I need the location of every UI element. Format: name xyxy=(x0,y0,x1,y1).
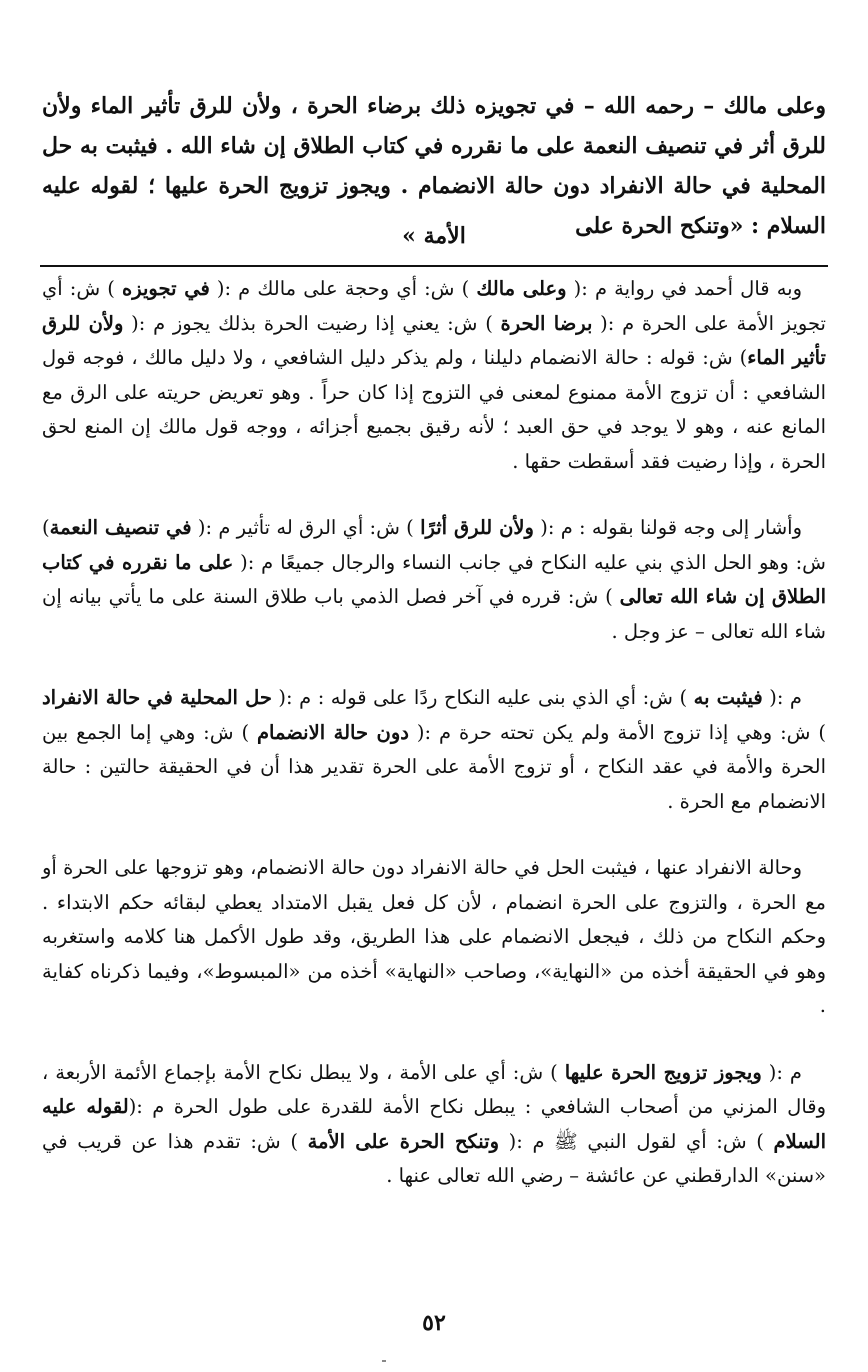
commentary-text: ) ش: يعني إذا رضيت الحرة بذلك يجوز م :( xyxy=(123,311,501,335)
quoted-term: في تجويزه xyxy=(122,277,210,300)
main-text-body: وعلى مالك – رحمه الله – في تجويزه ذلك برضاء الحرة ، ولأن للرق تأثير الماء ولأن للرق أثر في تنصيف النعمة على ما نقرره في كتاب الطلاق إن شاء الله . فيثبت به حل المحلية في حالة الانفراد دون حالة الانضمام . ويجوز تزويج الحرة عليها ؛ لقوله عليه السلام : «وتنكح الحرة على xyxy=(42,93,826,239)
commentary-text: ) ش: قوله : حالة الانضمام دليلنا ، ولم يذكر دليل الشافعي ، ولا دليل مالك ، فوجه قول الشافعي : أن تزوج الأمة ممنوع لمعنى في التزوج إذا كان حراً . وهو تعريض حريته على الرق مع المانع عنه ، وهو لا يوجد في حق العبد ؛ لأنه رقيق بجميع أجزائه ، ووجه قول مالك إن المنع لحق الحرة ، وإذا رضيت فقد أسقطت حقها . xyxy=(42,346,826,473)
commentary-text: ) ش: وهو الحل الذي بني عليه النكاح في جانب النساء والرجال جميعًا م :( xyxy=(42,516,826,574)
commentary-text: ) ش: أي الرق له تأثير م :( xyxy=(191,516,421,539)
commentary-text: ) ش: أي لقول النبي ﷺ م :( xyxy=(499,1129,774,1153)
quoted-term: فيثبت به xyxy=(693,686,763,709)
quoted-term: ولأن للرق تأثير الماء xyxy=(42,311,826,369)
section-divider xyxy=(40,265,828,267)
commentary-paragraph xyxy=(42,511,826,649)
commentary-text: ) ش: أي وحجة على مالك م :( xyxy=(209,277,477,300)
quoted-term: وتنكح الحرة على الأمة xyxy=(307,1129,500,1153)
quoted-term: ولأن للرق أثرًا xyxy=(420,516,534,539)
commentary-paragraph xyxy=(42,681,826,819)
commentary-text: ) ش: وهي إذا تزوج الأمة ولم يكن تحته حرة م :( xyxy=(408,720,826,744)
commentary-text: ) ش: أي الذي بنى عليه النكاح ردًا على قوله : م :( xyxy=(271,686,694,709)
commentary-text: ) ش: أي على الأمة ، ولا يبطل نكاح الأمة بإجماع الأئمة الأربعة ، وقال المزني من أصحاب الشافعي : يبطل نكاح الأمة للقدرة على طول الحرة م :( xyxy=(42,1060,826,1118)
quoted-term: على ما نقرره في كتاب الطلاق إن شاء الله تعالى xyxy=(42,550,826,608)
commentary-paragraph xyxy=(42,272,826,479)
commentary-text: وأشار إلى وجه قولنا بقوله : م :( xyxy=(533,516,802,539)
commentary-text: ) ش: تقدم هذا عن قريب في «سنن» الدارقطني عن عائشة – رضي الله تعالى عنها . xyxy=(42,1129,826,1187)
quoted-term: برضا الحرة xyxy=(500,311,593,335)
commentary xyxy=(42,272,826,1194)
scan-mark xyxy=(382,1360,386,1362)
quoted-term: وعلى مالك xyxy=(476,277,567,300)
main-text-tail: الأمة » xyxy=(402,223,466,249)
commentary-text: وحالة الانفراد عنها ، فيثبت الحل في حالة الانفراد دون حالة الانضمام، وهو تزوجها على الحرة أو مع الحرة ، والتزوج على الحرة انضمام ، لأن كل فعل يقبل الامتداد يعطي لبقائه حكم الابتداء . وحكم النكاح من ذلك ، فيجعل الانضمام على هذا الطريق، وقد طول الأكمل هنا كلامه واستغربه وهو في الحقيقة أخذه من «النهاية»، وصاحب «النهاية» أخذه من «المبسوط»، وفيما ذكرناه كفاية . xyxy=(42,856,826,1017)
commentary-text: م :( xyxy=(761,1060,802,1084)
quoted-term: في تنصيف النعمة xyxy=(49,516,192,539)
quoted-term: ويجوز تزويج الحرة عليها xyxy=(564,1060,762,1084)
commentary-paragraph xyxy=(42,851,826,1024)
commentary-text: ) ش: أي تجويز الأمة على الحرة م :( xyxy=(42,277,826,335)
commentary-text: ) ش: وهي إما الجمع بين الحرة والأمة في عقد النكاح ، أو تزوج الأمة على الحرة تقدير هذا أن في الحقيقة حالتين : حالة الانضمام مع الحرة . xyxy=(42,720,826,813)
commentary-text: وبه قال أحمد في رواية م :( xyxy=(566,277,803,300)
commentary-text: ) ش: قرره في آخر فصل الذمي باب طلاق السنة على ما يأتي بيانه إن شاء الله تعالى – عز وجل . xyxy=(42,585,826,643)
quoted-term: دون حالة الانضمام xyxy=(256,720,409,744)
page-number: ٥٢ xyxy=(422,1310,446,1336)
quoted-term: حل المحلية في حالة الانفراد xyxy=(42,686,272,709)
commentary-paragraph xyxy=(42,1056,826,1194)
commentary-text: م :( xyxy=(762,686,802,709)
quoted-term: لقوله عليه السلام xyxy=(42,1095,827,1153)
